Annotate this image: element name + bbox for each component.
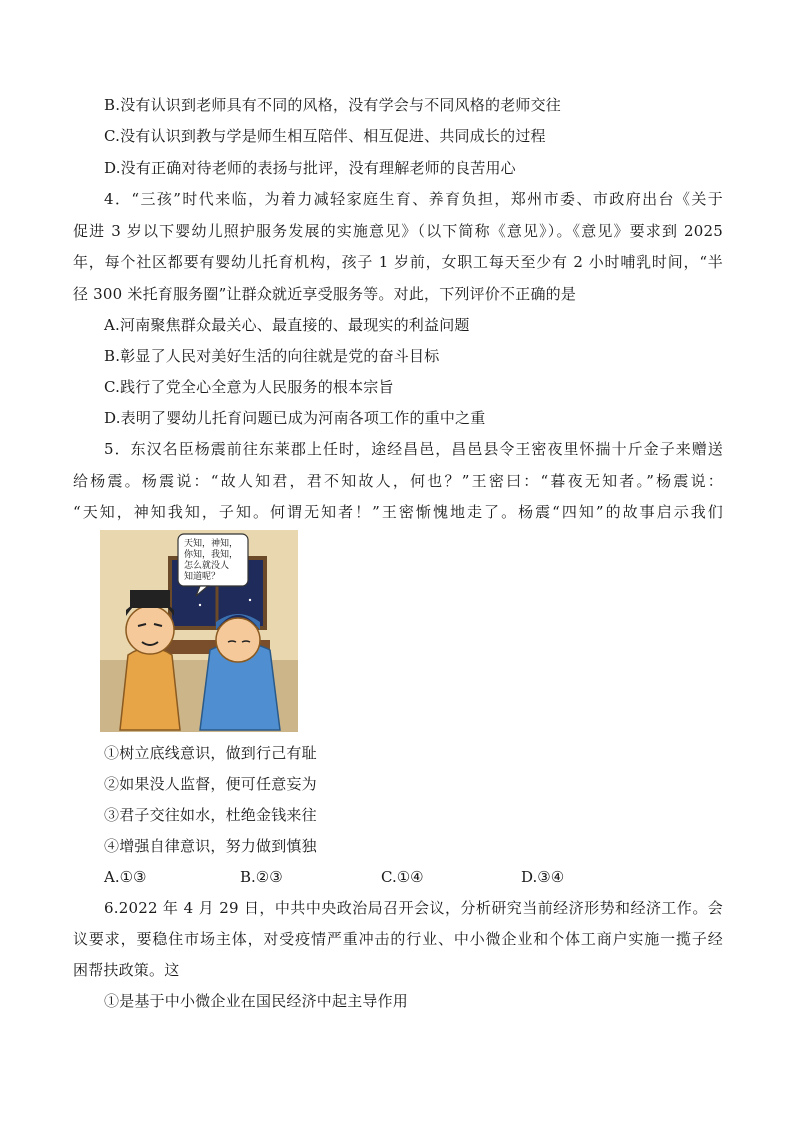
q5-choice-c: C.①④	[381, 868, 424, 886]
bubble-line-2: 你知，我知，	[184, 550, 239, 560]
q6-statement-1: ①是基于中小微企业在国民经济中起主导作用	[104, 992, 409, 1010]
q4-option-b: B.彰显了人民对美好生活的向往就是党的奋斗目标	[104, 347, 440, 365]
bubble-line-1: 天知，神知，	[184, 539, 239, 549]
q5-choice-d: D.③④	[521, 868, 565, 886]
q5-statement-2: ②如果没人监督，便可任意妄为	[104, 775, 317, 793]
q4-stem-line-1: 4．“三孩”时代来临，为着力减轻家庭生育、养育负担，郑州市委、市政府出台《关于	[104, 190, 723, 208]
q6-stem-line-2: 议要求，要稳住市场主体，对受疫情严重冲击的行业、中小微企业和个体工商户实施一揽子经	[73, 930, 723, 948]
q4-option-a: A.河南聚焦群众最关心、最直接的、最现实的利益问题	[104, 316, 470, 334]
q4-stem-line-2: 促进 3 岁以下婴幼儿照护服务发展的实施意见》（以下简称《意见》）。《意见》要求到 2025	[73, 222, 723, 240]
q4-option-d: D.表明了婴幼儿托育问题已成为河南各项工作的重中之重	[104, 409, 486, 427]
yang-zhen-figure	[120, 590, 180, 730]
q5-statement-3: ③君子交往如水，杜绝金钱来往	[104, 806, 317, 824]
q5-stem-line-2: 给杨震。杨震说：“故人知君，君不知故人，何也？”王密曰：“暮夜无知者。”杨震说：	[73, 472, 723, 490]
q6-stem-line-3: 困帮扶政策。这	[73, 961, 180, 979]
q4-stem-line-3: 年，每个社区都要有婴幼儿托育机构，孩子 1 岁前，女职工每天至少有 2 小时哺乳时间，“半	[73, 253, 723, 271]
q5-stem-line-1: 5．东汉名臣杨震前往东莱郡上任时，途经昌邑，昌邑县令王密夜里怀揣十斤金子来赠送	[104, 440, 723, 458]
q4-stem-line-4: 径 300 米托育服务圈”让群众就近享受服务等。对此，下列评价不正确的是	[73, 285, 577, 303]
q5-statement-1: ①树立底线意识，做到行己有耻	[104, 744, 317, 762]
q5-choice-a: A.①③	[104, 868, 147, 886]
q3-option-d: D.没有正确对待老师的表扬与批评，没有理解老师的良苦用心	[104, 159, 516, 177]
q3-option-c: C.没有认识到教与学是师生相互陪伴、相互促进、共同成长的过程	[104, 127, 546, 145]
q3-option-b: B.没有认识到老师具有不同的风格，没有学会与不同风格的老师交往	[104, 96, 561, 114]
bubble-line-3: 怎么就没人	[184, 561, 230, 571]
yang-zhen-cartoon-illustration	[100, 530, 298, 732]
q4-option-c: C.践行了党全心全意为人民服务的根本宗旨	[104, 378, 394, 396]
q5-statement-4: ④增强自律意识，努力做到慎独	[104, 837, 317, 855]
q5-stem-line-3: “天知，神知我知，子知。何谓无知者！”王密惭愧地走了。杨震“四知”的故事启示我们	[73, 503, 723, 521]
q6-stem-line-1: 6.2022 年 4 月 29 日，中共中央政治局召开会议，分析研究当前经济形势和经济工作。会	[104, 899, 723, 917]
q5-choice-b: B.②③	[240, 868, 283, 886]
bubble-line-4: 知道呢？	[184, 572, 221, 582]
